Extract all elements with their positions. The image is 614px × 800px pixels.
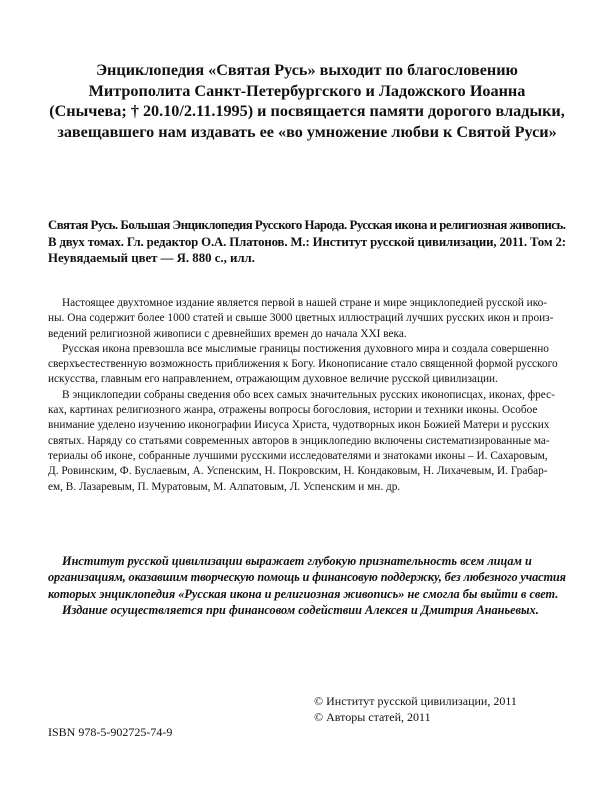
annotation-line: внимание уделено изучению иконографии Иисуса Христа, чудотворных икон Божией Матери и русских [48,419,550,432]
copyright-line: © Авторы статей, 2011 [314,709,431,724]
blessing-dedication [40,60,574,142]
annotation-line: ках, картинах религиозного жанра, отражены вопросы богословия, истории и техники иконы. Особое [48,404,538,417]
annotation-line: сверхъестественную возможность приближения к Богу. Иконописание стало священной формой русского [48,358,558,371]
annotation-line: святых. Наряду со статьями современных авторов в энциклопедию включены систематизированные ма- [48,434,550,447]
annotation-line: ны. Она содержит более 1000 статей и свыше 3000 цветных иллюстраций лучших русских икон и произ- [48,312,554,325]
isbn-number: ISBN 978-5-902725-74-9 [48,725,173,739]
annotation-line: Д. Ровинским, Ф. Буслаевым, А. Успенским, Н. Покровским, Н. Кондаковым, Н. Лихачевым, И. Грабар- [48,465,548,478]
blessing-line: Энциклопедия «Святая Русь» выходит по благословению [96,61,518,79]
blessing-line: Митрополита Санкт-Петербургского и Ладожского Иоанна [88,81,526,100]
biblio-line: Неувядаемый цвет — Я. 880 с., илл. [48,251,255,265]
copyright-block [314,694,574,725]
annotation-line: ем, В. Лазаревым, П. Муратовым, М. Алпатовым, Л. Успенским и мн. др. [48,480,401,493]
copyright-line: © Институт русской цивилизации, 2011 [314,694,517,708]
annotation-line: В энциклопедии собраны сведения обо всех самых значительных русских иконописцах, иконах, фрес- [62,388,555,401]
thanks-line: которых энциклопедия «Русская икона и религиозная живопись» не смогла бы выйти в свет. [48,586,559,601]
thanks-line: Издание осуществляется при финансовом содействии Алексея и Дмитрия Ананьевых. [62,602,539,617]
bibliographic-description [48,217,566,267]
blessing-line: завещавшего нам издавать ее «во умножение любви к Святой Руси» [57,122,557,141]
thanks-line: организациям, оказавшим творческую помощь и финансовую поддержку, без любезного участия [48,570,566,585]
thanks-line: Институт русской цивилизации выражает глубокую признательность всем лицам и [62,554,532,568]
biblio-line: В двух томах. Гл. редактор О.А. Платонов. М.: Институт русской цивилизации, 2011. Том 2: [48,234,566,249]
blessing-line: (Снычева; † 20.10/2.11.1995) и посвящается памяти дорогого владыки, [49,102,565,120]
acknowledgements [48,553,566,618]
annotation-text [48,296,566,495]
annotation-line: териалы об иконе, собранные лучшими русскими исследователями и знатоками иконы – И. Сахаровым, [48,449,548,462]
annotation-line: ведений религиозной живописи с древнейших времен до начала XXI века. [48,327,407,340]
biblio-line: Святая Русь. Большая Энциклопедия Русского Народа. Русская икона и религиозная живопись. [48,218,566,232]
annotation-line: Настоящее двухтомное издание является первой в нашей стране и мире энциклопедией русской ико- [62,297,548,309]
annotation-line: искусства, главным его направлением, отражающим духовное величие русской цивилизации. [48,373,498,386]
annotation-line: Русская икона превзошла все мыслимые границы постижения духовного мира и создала совершенно [62,342,549,355]
